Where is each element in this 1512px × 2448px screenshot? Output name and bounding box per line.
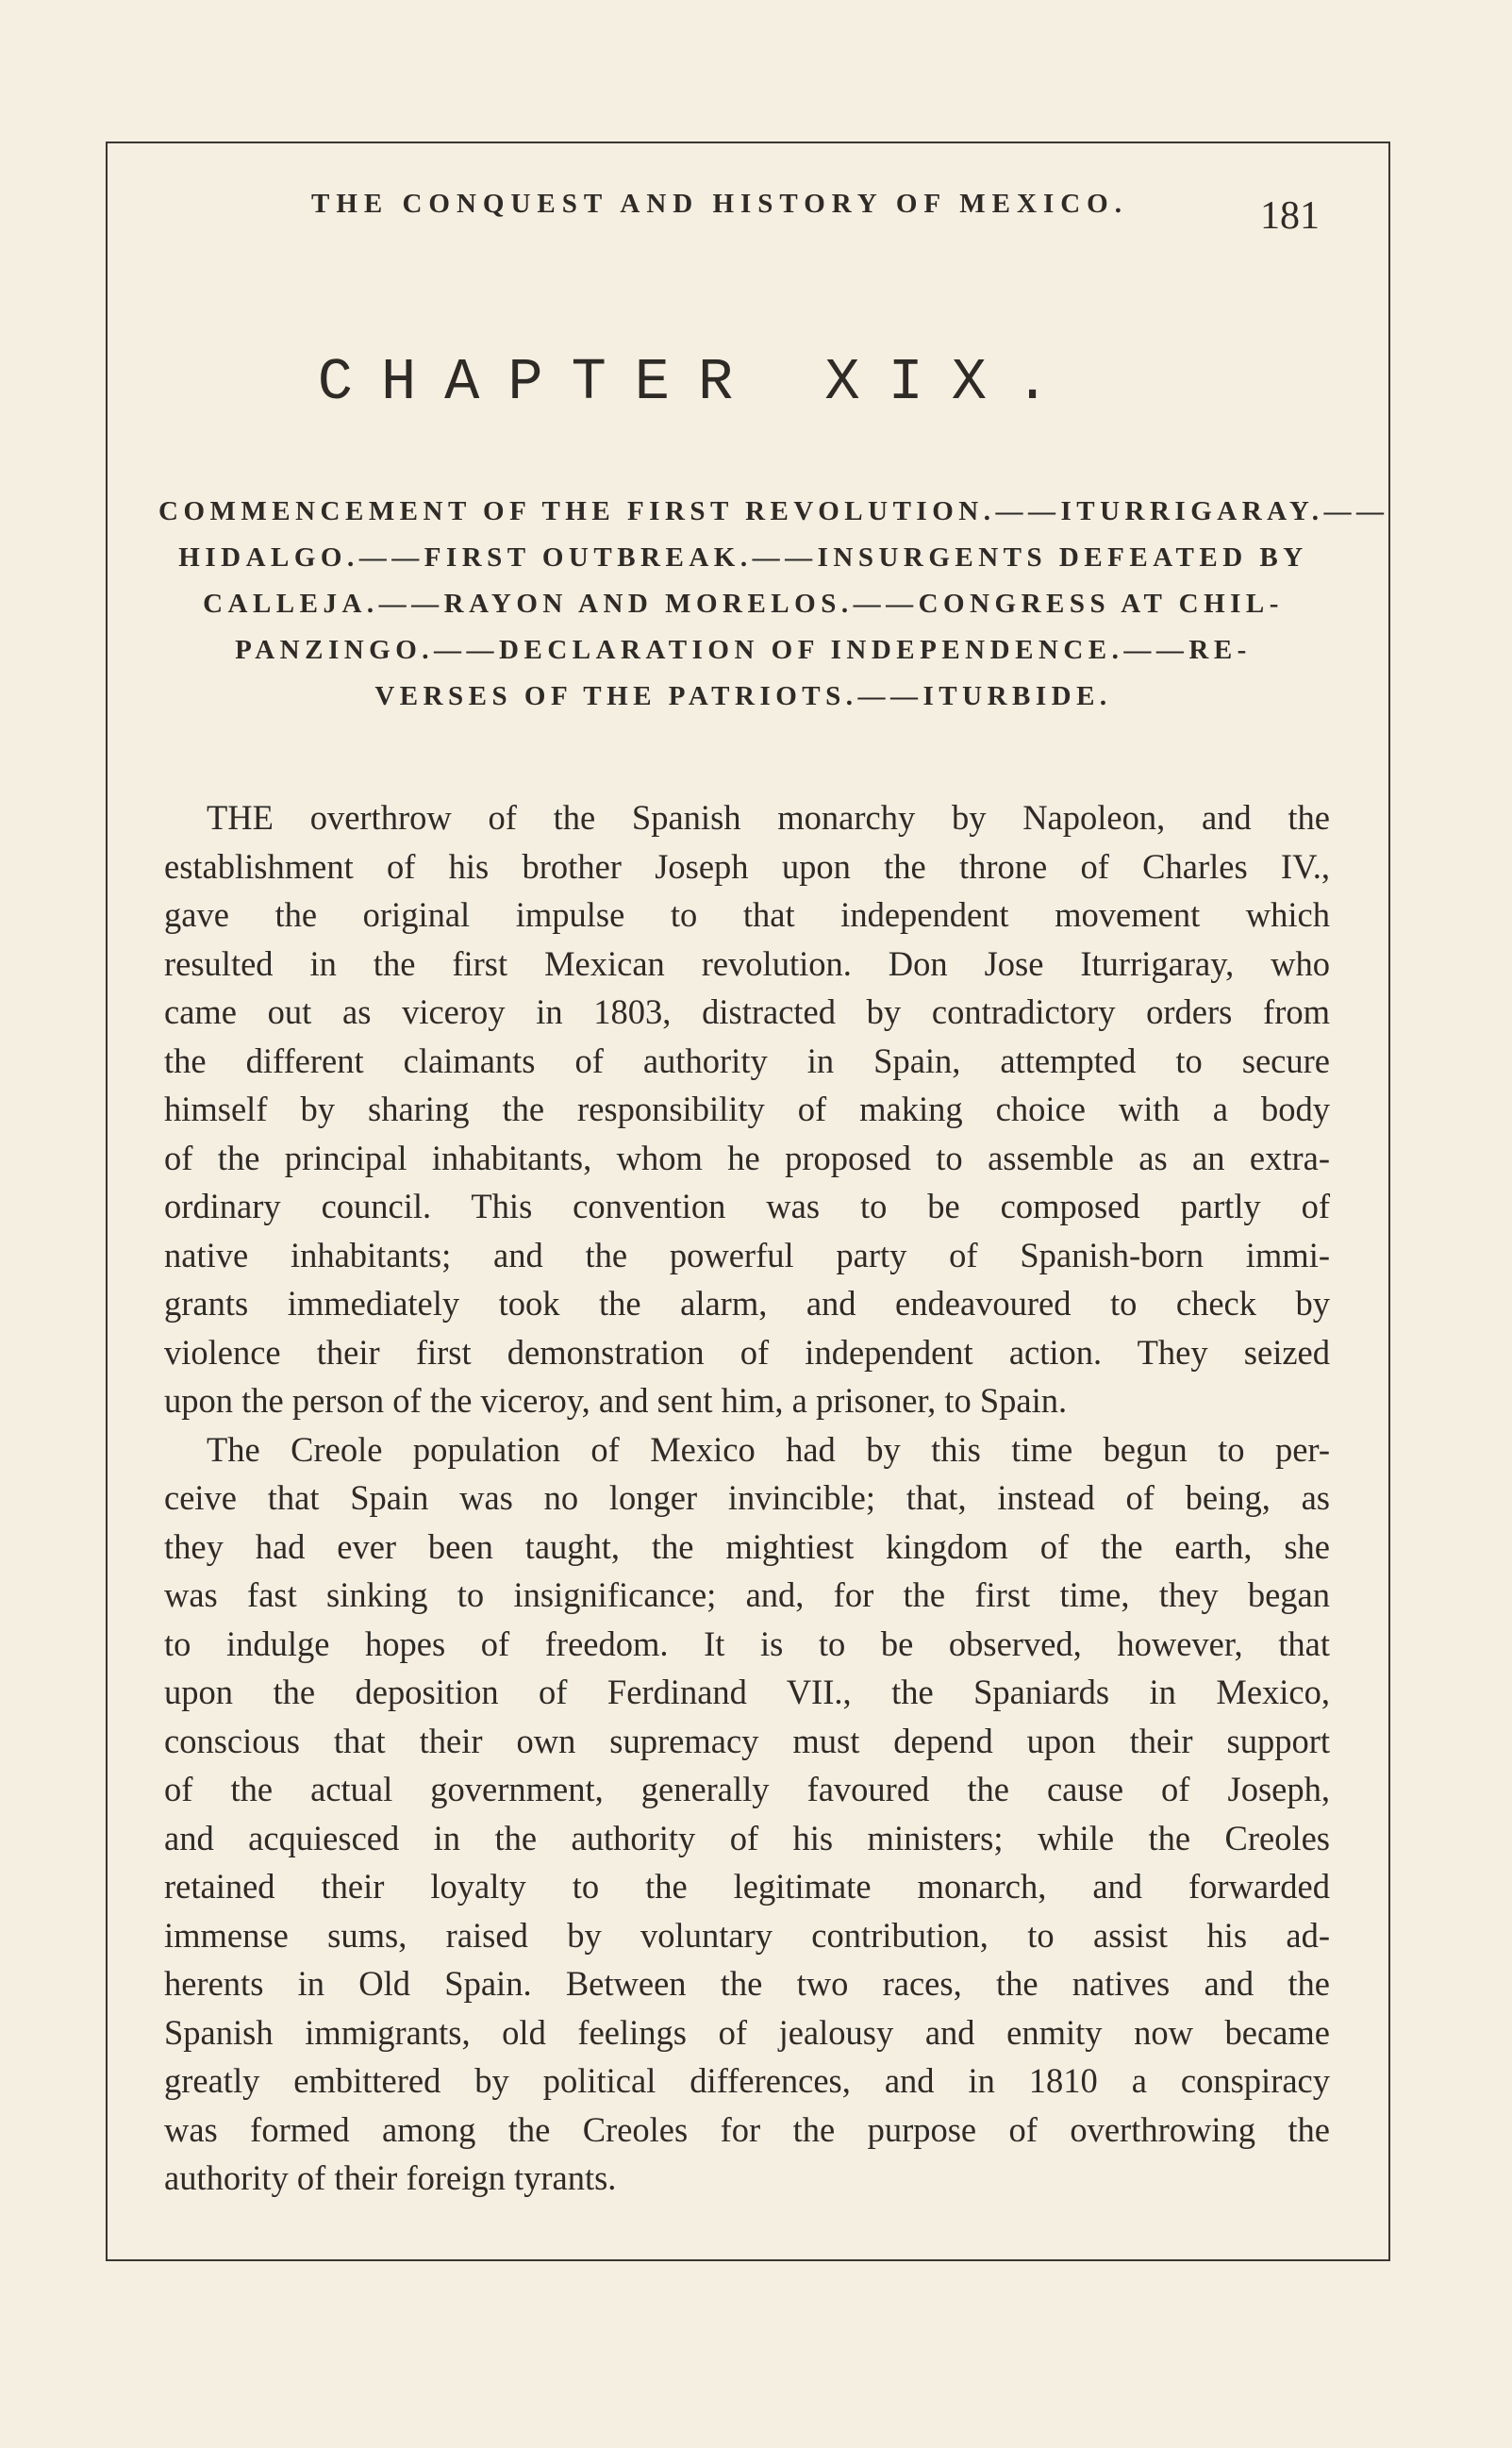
text-line: native inhabitants; and the powerful party of Spanish-born immi-: [164, 1235, 1330, 1274]
text-line: was fast sinking to insignificance; and, for the first time, they began: [164, 1575, 1330, 1614]
text-line: grants immediately took the alarm, and endeavoured to check by: [164, 1284, 1330, 1323]
text-line: ceive that Spain was no longer invincible; that, instead of being, as: [164, 1478, 1330, 1517]
text-line: immense sums, raised by voluntary contribution, to assist his ad-: [164, 1915, 1330, 1955]
page-frame-top-rule: [106, 142, 1388, 143]
summary-line: HIDALGO.——FIRST OUTBREAK.——INSURGENTS DEFEATED BY: [178, 542, 1308, 573]
text-line: conscious that their own supremacy must depend upon their support: [164, 1721, 1330, 1760]
text-line: to indulge hopes of freedom. It is to be observed, however, that: [164, 1624, 1330, 1663]
text-line: of the actual government, generally favoured the cause of Joseph,: [164, 1770, 1330, 1808]
text-line: resulted in the first Mexican revolution. Don Jose Iturrigaray, who: [164, 943, 1330, 983]
text-line: THE overthrow of the Spanish monarchy by Napoleon, and the: [207, 798, 1330, 837]
summary-line: CALLEJA.——RAYON AND MORELOS.——CONGRESS AT CHIL-: [203, 589, 1284, 619]
text-line: the different claimants of authority in Spain, attempted to secure: [164, 1041, 1330, 1080]
text-line: they had ever been taught, the mightiest kingdom of the earth, she: [164, 1526, 1330, 1566]
summary-line: COMMENCEMENT OF THE FIRST REVOLUTION.——ITURRIGARAY.——: [158, 496, 1389, 526]
text-line: The Creole population of Mexico had by this time begun to per-: [207, 1429, 1330, 1469]
running-head: THE CONQUEST AND HISTORY OF MEXICO.: [311, 189, 1128, 219]
text-line: upon the deposition of Ferdinand VII., the Spaniards in Mexico,: [164, 1673, 1330, 1711]
text-line: establishment of his brother Joseph upon the throne of Charles IV.,: [164, 846, 1330, 886]
text-line: violence their first demonstration of independent action. They seized: [164, 1332, 1330, 1372]
text-line: greatly embittered by political differences, and in 1810 a conspiracy: [164, 2061, 1330, 2100]
text-line: retained their loyalty to the legitimate monarch, and forwarded: [164, 1867, 1330, 1906]
summary-line: VERSES OF THE PATRIOTS.——ITURBIDE.: [374, 681, 1112, 711]
text-line: came out as viceroy in 1803, distracted by contradictory orders from: [164, 992, 1330, 1031]
chapter-title: CHAPTER XIX.: [317, 349, 1079, 416]
page-frame-right-rule: [1388, 142, 1390, 2259]
body-text: [164, 793, 1330, 2203]
page-frame-left-rule: [106, 142, 108, 2259]
text-line: and acquiesced in the authority of his ministers; while the Creoles: [164, 1818, 1330, 1857]
text-line: upon the person of the viceroy, and sent him, a prisoner, to Spain.: [164, 1381, 1068, 1420]
text-line: ordinary council. This convention was to be composed partly of: [164, 1187, 1330, 1225]
text-line: of the principal inhabitants, whom he proposed to assemble as an extra-: [164, 1138, 1330, 1177]
chapter-summary: [158, 489, 1389, 720]
page-number: 181: [1260, 194, 1320, 238]
text-line: was formed among the Creoles for the purpose of overthrowing the: [164, 2109, 1330, 2149]
text-line: herents in Old Spain. Between the two races, the natives and the: [164, 1964, 1330, 2003]
text-line: gave the original impulse to that independent movement which: [164, 895, 1330, 934]
page-frame-bottom-rule: [106, 2259, 1390, 2261]
text-line: authority of their foreign tyrants.: [164, 2158, 617, 2197]
summary-line: PANZINGO.——DECLARATION OF INDEPENDENCE.——RE-: [235, 635, 1252, 665]
text-line: himself by sharing the responsibility of making choice with a body: [164, 1090, 1330, 1128]
text-line: Spanish immigrants, old feelings of jealousy and enmity now became: [164, 2012, 1330, 2052]
